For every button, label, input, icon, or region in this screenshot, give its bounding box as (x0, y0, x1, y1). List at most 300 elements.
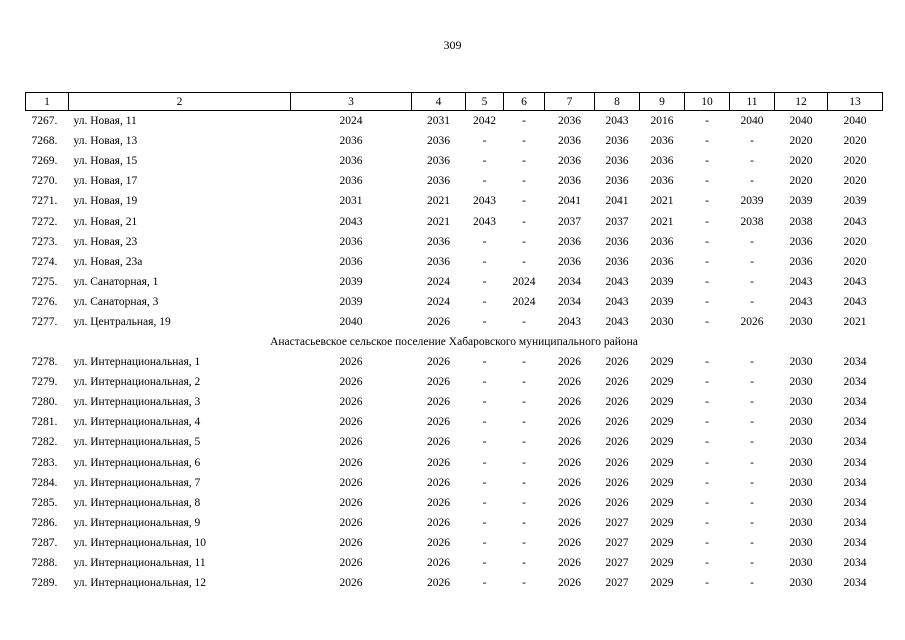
year-cell: 2036 (605, 155, 629, 168)
page-number: 309 (443, 38, 462, 52)
column-header-7: 7 (545, 93, 595, 111)
year-cell: 2034 (843, 396, 867, 409)
table-row (26, 513, 883, 533)
year-cell: - (482, 356, 487, 369)
year-cell: - (705, 396, 709, 409)
year-cell: 2034 (843, 516, 867, 529)
year-cell: 2026 (339, 496, 363, 509)
address-cell: ул. Интернациональная, 2 (73, 376, 201, 389)
year-cell: 2020 (843, 255, 867, 268)
row-number: 7267. (31, 115, 58, 128)
year-cell: 2026 (605, 416, 629, 429)
year-cell: - (705, 155, 709, 168)
row-number: 7279. (31, 376, 58, 389)
year-cell: 2026 (605, 356, 629, 369)
year-cell: 2036 (605, 135, 629, 148)
year-cell: 2027 (605, 516, 629, 529)
year-cell: - (522, 315, 526, 328)
column-header-6: 6 (504, 93, 545, 111)
year-cell: 2024 (339, 115, 363, 128)
year-cell: 2039 (843, 195, 867, 208)
year-cell: 2036 (339, 155, 363, 168)
year-cell: 2030 (789, 396, 813, 409)
year-cell: 2030 (789, 416, 813, 429)
table-row (26, 232, 883, 252)
year-cell: - (705, 235, 709, 248)
year-cell: - (705, 295, 709, 308)
year-cell: - (705, 416, 709, 429)
table-row (26, 392, 883, 412)
year-cell: 2026 (558, 396, 581, 409)
address-cell: ул. Интернациональная, 6 (73, 456, 201, 469)
year-cell: - (522, 456, 526, 469)
address-cell: ул. Новая, 15 (73, 155, 138, 168)
year-cell: - (750, 536, 754, 549)
year-cell: 2030 (789, 557, 813, 570)
year-cell: 2034 (843, 416, 867, 429)
year-cell: - (482, 175, 487, 188)
year-cell: 2026 (427, 557, 450, 570)
year-cell: 2026 (339, 356, 363, 369)
year-cell: 2026 (558, 456, 581, 469)
year-cell: 2026 (558, 536, 581, 549)
year-cell: 2021 (427, 215, 450, 228)
year-cell: 2026 (427, 436, 450, 449)
year-cell: 2026 (339, 376, 363, 389)
year-cell: - (482, 516, 487, 529)
year-cell: 2034 (843, 476, 867, 489)
year-cell: - (522, 516, 526, 529)
address-cell: ул. Новая, 17 (73, 175, 138, 188)
table-row (26, 191, 883, 211)
year-cell: - (750, 235, 754, 248)
year-cell: 2039 (339, 295, 363, 308)
year-cell: - (705, 115, 709, 128)
year-cell: 2036 (427, 255, 450, 268)
year-cell: 2027 (605, 577, 629, 590)
year-cell: 2030 (789, 476, 813, 489)
column-header-1: 1 (26, 93, 69, 111)
year-cell: 2016 (650, 115, 674, 128)
year-cell: 2031 (427, 115, 450, 128)
year-cell: 2030 (789, 376, 813, 389)
year-cell: - (522, 215, 526, 228)
year-cell: - (482, 456, 487, 469)
section-title: Анастасьевское сельское поселение Хабаровского муниципального района (270, 336, 638, 349)
address-cell: ул. Интернациональная, 12 (73, 577, 207, 590)
year-cell: 2043 (339, 215, 363, 228)
year-cell: 2021 (843, 315, 867, 328)
year-cell: - (522, 175, 526, 188)
year-cell: 2029 (650, 436, 674, 449)
year-cell: 2026 (605, 496, 629, 509)
year-cell: 2036 (650, 135, 674, 148)
year-cell: 2026 (558, 356, 581, 369)
year-cell: 2043 (558, 315, 581, 328)
year-cell: - (705, 135, 709, 148)
table-row (26, 473, 883, 493)
year-cell: - (705, 356, 709, 369)
year-cell: 2024 (427, 275, 450, 288)
year-cell: 2040 (789, 115, 813, 128)
address-cell: ул. Санаторная, 3 (73, 295, 159, 308)
year-cell: 2026 (339, 416, 363, 429)
year-cell: 2026 (427, 396, 450, 409)
header-row (26, 93, 883, 111)
year-cell: 2030 (789, 536, 813, 549)
address-cell: ул. Интернациональная, 5 (73, 436, 201, 449)
table-row (26, 412, 883, 432)
year-cell: - (482, 476, 487, 489)
year-cell: 2036 (789, 255, 813, 268)
row-number: 7277. (31, 315, 58, 328)
year-cell: - (522, 536, 526, 549)
address-cell: ул. Интернациональная, 10 (73, 536, 207, 549)
year-cell: 2026 (605, 376, 629, 389)
year-cell: 2034 (558, 275, 581, 288)
row-number: 7289. (31, 577, 58, 590)
year-cell: 2039 (789, 195, 813, 208)
year-cell: 2026 (339, 436, 363, 449)
year-cell: 2034 (843, 496, 867, 509)
year-cell: 2036 (339, 255, 363, 268)
year-cell: 2024 (512, 275, 536, 288)
year-cell: 2029 (650, 577, 674, 590)
year-cell: 2034 (843, 356, 867, 369)
year-cell: - (482, 155, 487, 168)
year-cell: - (750, 295, 754, 308)
row-number: 7272. (31, 215, 58, 228)
year-cell: - (705, 255, 709, 268)
table-row (26, 131, 883, 151)
table-row (26, 211, 883, 231)
year-cell: - (522, 496, 526, 509)
year-cell: 2031 (339, 195, 363, 208)
year-cell: - (522, 416, 526, 429)
table-row (26, 553, 883, 573)
table-row (26, 312, 883, 332)
year-cell: 2036 (558, 135, 581, 148)
year-cell: - (705, 275, 709, 288)
year-cell: 2029 (650, 376, 674, 389)
year-cell: - (750, 356, 754, 369)
table-row (26, 252, 883, 272)
year-cell: - (482, 396, 487, 409)
row-number: 7274. (31, 255, 58, 268)
year-cell: - (482, 235, 487, 248)
row-number: 7281. (31, 416, 58, 429)
year-cell: 2026 (558, 496, 581, 509)
year-cell: 2039 (650, 275, 674, 288)
year-cell: 2038 (789, 215, 813, 228)
year-cell: 2043 (605, 115, 629, 128)
row-number: 7278. (31, 356, 58, 369)
row-number: 7271. (31, 195, 58, 208)
year-cell: - (750, 135, 754, 148)
year-cell: 2042 (473, 115, 496, 128)
year-cell: 2029 (650, 416, 674, 429)
year-cell: 2034 (843, 536, 867, 549)
year-cell: - (482, 536, 487, 549)
table-row (26, 151, 883, 171)
year-cell: 2030 (650, 315, 674, 328)
year-cell: - (705, 376, 709, 389)
table-row (26, 573, 883, 593)
year-cell: - (522, 115, 526, 128)
year-cell: - (750, 255, 754, 268)
year-cell: 2026 (427, 476, 450, 489)
year-cell: - (522, 376, 526, 389)
year-cell: 2036 (789, 235, 813, 248)
year-cell: 2026 (558, 557, 581, 570)
year-cell: - (705, 516, 709, 529)
year-cell: 2029 (650, 356, 674, 369)
year-cell: 2043 (605, 315, 629, 328)
year-cell: 2043 (605, 275, 629, 288)
year-cell: - (522, 195, 526, 208)
table-row (26, 292, 883, 312)
column-header-9: 9 (640, 93, 685, 111)
year-cell: - (750, 416, 754, 429)
year-cell: - (522, 235, 526, 248)
year-cell: 2026 (339, 396, 363, 409)
housing-table (25, 92, 883, 593)
row-number: 7270. (31, 175, 58, 188)
year-cell: 2036 (650, 175, 674, 188)
year-cell: - (750, 577, 754, 590)
year-cell: - (750, 155, 754, 168)
year-cell: - (750, 436, 754, 449)
year-cell: 2026 (427, 516, 450, 529)
section-row (26, 332, 883, 352)
year-cell: 2040 (843, 115, 867, 128)
year-cell: 2036 (339, 235, 363, 248)
year-cell: - (482, 295, 487, 308)
column-header-13: 13 (828, 93, 883, 111)
address-cell: ул. Новая, 21 (73, 215, 138, 228)
address-cell: ул. Интернациональная, 1 (73, 356, 201, 369)
year-cell: 2030 (789, 436, 813, 449)
year-cell: - (705, 436, 709, 449)
year-cell: 2036 (558, 235, 581, 248)
year-cell: 2020 (789, 155, 813, 168)
year-cell: 2036 (339, 175, 363, 188)
table-row (26, 533, 883, 553)
year-cell: - (522, 577, 526, 590)
year-cell: 2043 (789, 275, 813, 288)
year-cell: - (482, 315, 487, 328)
year-cell: 2030 (789, 496, 813, 509)
row-number: 7285. (31, 496, 58, 509)
year-cell: 2037 (558, 215, 581, 228)
year-cell: 2034 (843, 436, 867, 449)
year-cell: 2027 (605, 536, 629, 549)
row-number: 7287. (31, 536, 58, 549)
year-cell: 2030 (789, 356, 813, 369)
year-cell: 2027 (605, 557, 629, 570)
year-cell: 2026 (339, 577, 363, 590)
year-cell: 2021 (650, 195, 674, 208)
year-cell: 2037 (605, 215, 629, 228)
year-cell: 2039 (740, 195, 764, 208)
year-cell: - (482, 275, 487, 288)
year-cell: 2026 (427, 536, 450, 549)
year-cell: 2036 (558, 175, 581, 188)
year-cell: 2036 (650, 255, 674, 268)
year-cell: 2043 (843, 295, 867, 308)
year-cell: 2020 (843, 175, 867, 188)
year-cell: 2026 (558, 516, 581, 529)
address-cell: ул. Интернациональная, 7 (73, 476, 201, 489)
table-row (26, 372, 883, 392)
year-cell: - (705, 496, 709, 509)
column-header-12: 12 (775, 93, 828, 111)
year-cell: 2030 (789, 577, 813, 590)
year-cell: - (750, 496, 754, 509)
year-cell: 2026 (427, 496, 450, 509)
year-cell: 2026 (339, 456, 363, 469)
year-cell: - (705, 456, 709, 469)
year-cell: 2026 (339, 516, 363, 529)
column-header-5: 5 (466, 93, 504, 111)
year-cell: 2043 (605, 295, 629, 308)
address-cell: ул. Интернациональная, 4 (73, 416, 201, 429)
year-cell: 2034 (843, 456, 867, 469)
year-cell: - (522, 356, 526, 369)
row-number: 7284. (31, 476, 58, 489)
year-cell: 2021 (650, 215, 674, 228)
column-header-8: 8 (595, 93, 640, 111)
column-header-11: 11 (730, 93, 775, 111)
year-cell: 2043 (843, 275, 867, 288)
table-body (26, 111, 883, 594)
year-cell: - (522, 476, 526, 489)
year-cell: - (522, 155, 526, 168)
year-cell: 2039 (339, 275, 363, 288)
year-cell: - (482, 255, 487, 268)
year-cell: - (750, 476, 754, 489)
year-cell: 2030 (789, 516, 813, 529)
year-cell: 2029 (650, 557, 674, 570)
year-cell: 2040 (339, 315, 363, 328)
year-cell: 2043 (473, 215, 496, 228)
year-cell: - (705, 215, 709, 228)
year-cell: 2029 (650, 536, 674, 549)
year-cell: 2036 (427, 235, 450, 248)
column-header-2: 2 (69, 93, 291, 111)
year-cell: - (482, 436, 487, 449)
year-cell: 2043 (843, 215, 867, 228)
year-cell: 2041 (605, 195, 629, 208)
year-cell: - (750, 557, 754, 570)
year-cell: 2034 (843, 376, 867, 389)
year-cell: 2029 (650, 456, 674, 469)
year-cell: 2026 (427, 416, 450, 429)
table-row (26, 171, 883, 191)
year-cell: - (705, 536, 709, 549)
year-cell: 2036 (558, 255, 581, 268)
year-cell: - (705, 175, 709, 188)
year-cell: - (482, 135, 487, 148)
year-cell: - (705, 577, 709, 590)
year-cell: 2029 (650, 476, 674, 489)
year-cell: 2029 (650, 496, 674, 509)
year-cell: 2026 (339, 476, 363, 489)
table-row (26, 111, 883, 132)
year-cell: 2043 (789, 295, 813, 308)
year-cell: - (522, 557, 526, 570)
year-cell: 2036 (427, 155, 450, 168)
table-row (26, 432, 883, 452)
year-cell: 2026 (339, 536, 363, 549)
address-cell: ул. Новая, 19 (73, 195, 138, 208)
table-row (26, 453, 883, 473)
year-cell: 2036 (605, 255, 629, 268)
year-cell: 2024 (512, 295, 536, 308)
year-cell: 2034 (558, 295, 581, 308)
row-number: 7280. (31, 396, 58, 409)
row-number: 7273. (31, 235, 58, 248)
year-cell: 2039 (650, 295, 674, 308)
year-cell: 2026 (605, 436, 629, 449)
address-cell: ул. Интернациональная, 11 (73, 557, 206, 570)
year-cell: 2036 (558, 155, 581, 168)
year-cell: 2026 (558, 577, 581, 590)
address-cell: ул. Интернациональная, 3 (73, 396, 201, 409)
year-cell: 2036 (605, 175, 629, 188)
row-number: 7275. (31, 275, 58, 288)
year-cell: - (482, 557, 487, 570)
year-cell: - (482, 496, 487, 509)
year-cell: 2030 (789, 315, 813, 328)
year-cell: 2026 (558, 436, 581, 449)
year-cell: - (482, 577, 487, 590)
year-cell: 2038 (740, 215, 764, 228)
year-cell: - (750, 275, 754, 288)
year-cell: 2026 (740, 315, 764, 328)
table-row (26, 272, 883, 292)
year-cell: 2026 (605, 396, 629, 409)
row-number: 7288. (31, 557, 58, 570)
address-cell: ул. Новая, 23 (73, 235, 138, 248)
row-number: 7276. (31, 295, 58, 308)
year-cell: 2026 (605, 476, 629, 489)
year-cell: - (705, 315, 709, 328)
year-cell: - (750, 376, 754, 389)
year-cell: 2036 (650, 235, 674, 248)
year-cell: 2036 (427, 135, 450, 148)
year-cell: 2040 (740, 115, 764, 128)
year-cell: 2026 (427, 577, 450, 590)
address-cell: ул. Новая, 11 (73, 115, 137, 128)
year-cell: 2030 (789, 456, 813, 469)
address-cell: ул. Интернациональная, 8 (73, 496, 201, 509)
year-cell: 2026 (605, 456, 629, 469)
year-cell: - (705, 195, 709, 208)
year-cell: 2029 (650, 516, 674, 529)
year-cell: 2026 (427, 376, 450, 389)
year-cell: - (522, 396, 526, 409)
year-cell: 2020 (843, 135, 867, 148)
address-cell: ул. Интернациональная, 9 (73, 516, 201, 529)
year-cell: 2041 (558, 195, 581, 208)
year-cell: 2020 (843, 155, 867, 168)
year-cell: - (750, 456, 754, 469)
row-number: 7269. (31, 155, 58, 168)
year-cell: 2026 (427, 456, 450, 469)
year-cell: - (750, 396, 754, 409)
year-cell: 2029 (650, 396, 674, 409)
